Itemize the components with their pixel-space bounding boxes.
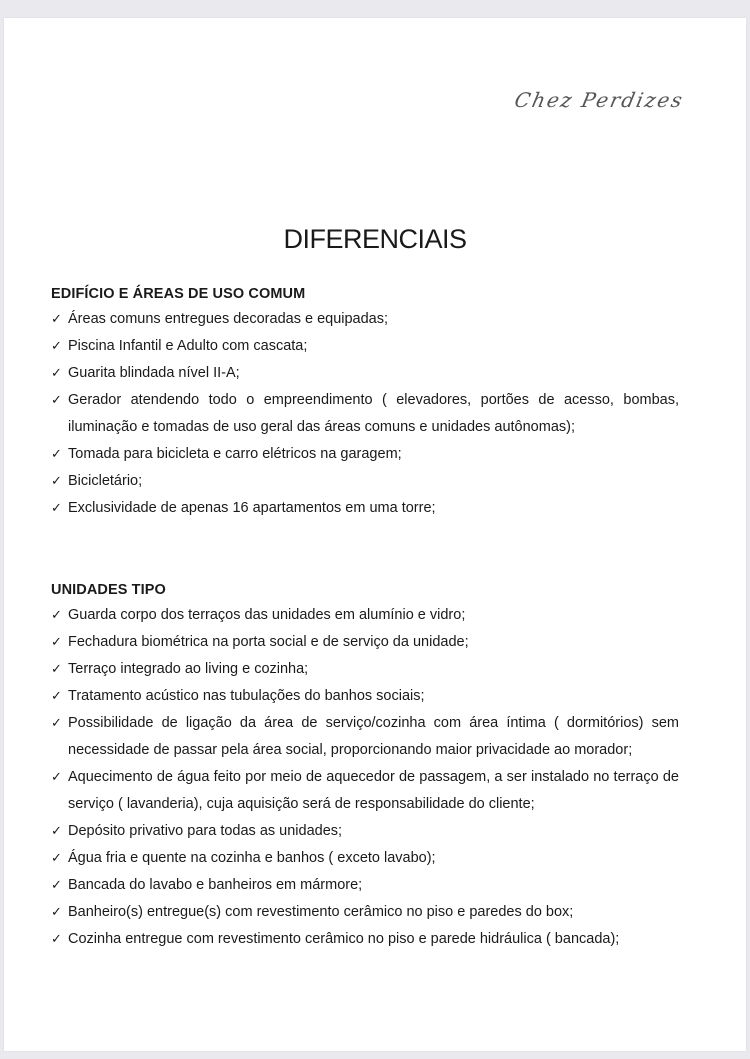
feature-list bbox=[51, 306, 679, 522]
list-item-text: Guarita blindada nível II-A; bbox=[68, 365, 240, 381]
check-icon: ✓ bbox=[51, 393, 62, 408]
feature-list bbox=[51, 602, 679, 953]
list-item bbox=[51, 818, 679, 845]
check-icon: ✓ bbox=[51, 339, 62, 354]
list-item bbox=[51, 629, 679, 656]
list-item-text: Áreas comuns entregues decoradas e equipadas; bbox=[68, 311, 389, 327]
check-icon: ✓ bbox=[51, 770, 62, 785]
list-item bbox=[51, 899, 679, 926]
list-item-text: Bicicletário; bbox=[68, 473, 143, 489]
check-icon: ✓ bbox=[51, 851, 62, 866]
check-icon: ✓ bbox=[51, 447, 62, 462]
check-icon: ✓ bbox=[51, 824, 62, 839]
check-icon: ✓ bbox=[51, 366, 62, 381]
list-item bbox=[51, 845, 679, 872]
check-icon: ✓ bbox=[51, 878, 62, 893]
list-item-text: Bancada do lavabo e banheiros em mármore; bbox=[68, 877, 363, 893]
list-item bbox=[51, 333, 679, 360]
section-heading: UNIDADES TIPO bbox=[51, 582, 166, 598]
list-item-text: Tomada para bicicleta e carro elétricos na garagem; bbox=[68, 446, 402, 462]
list-item bbox=[51, 872, 679, 899]
check-icon: ✓ bbox=[51, 635, 62, 650]
check-icon: ✓ bbox=[51, 716, 62, 731]
list-item-text: Banheiro(s) entregue(s) com revestimento cerâmico no piso e paredes do box; bbox=[68, 904, 574, 920]
list-item-text: Água fria e quente na cozinha e banhos ( exceto lavabo); bbox=[68, 850, 436, 866]
check-icon: ✓ bbox=[51, 689, 62, 704]
list-item-text: Cozinha entregue com revestimento cerâmico no piso e parede hidráulica ( bancada); bbox=[68, 931, 620, 947]
check-icon: ✓ bbox=[51, 932, 62, 947]
list-item-text: Gerador atendendo todo o empreendimento ( elevadores, portões de acesso, bombas, iluminação e tomadas de uso geral das áreas comuns e unidades autônomas); bbox=[68, 392, 679, 435]
list-item bbox=[51, 764, 679, 818]
list-item-text: Terraço integrado ao living e cozinha; bbox=[68, 661, 309, 677]
list-item bbox=[51, 602, 679, 629]
list-item bbox=[51, 306, 679, 333]
check-icon: ✓ bbox=[51, 501, 62, 516]
document-page bbox=[4, 18, 746, 1051]
check-icon: ✓ bbox=[51, 905, 62, 920]
list-item-text: Tratamento acústico nas tubulações do banhos sociais; bbox=[68, 688, 425, 704]
list-item-text: Fechadura biométrica na porta social e de serviço da unidade; bbox=[68, 634, 469, 650]
page-title: DIFERENCIAIS bbox=[283, 224, 467, 254]
check-icon: ✓ bbox=[51, 474, 62, 489]
list-item-text: Depósito privativo para todas as unidades; bbox=[68, 823, 343, 839]
brand-logo: Chez Perdizes bbox=[512, 88, 687, 112]
list-item bbox=[51, 710, 679, 764]
list-item-text: Piscina Infantil e Adulto com cascata; bbox=[68, 338, 308, 354]
list-item-text: Exclusividade de apenas 16 apartamentos em uma torre; bbox=[68, 500, 436, 516]
list-item bbox=[51, 468, 679, 495]
list-item-text: Aquecimento de água feito por meio de aquecedor de passagem, a ser instalado no terraço de serviço ( lavanderia), cuja aquisição será de responsabilidade do cliente; bbox=[68, 769, 679, 812]
section-common-areas bbox=[51, 284, 679, 522]
list-item bbox=[51, 387, 679, 441]
list-item bbox=[51, 926, 679, 953]
check-icon: ✓ bbox=[51, 662, 62, 677]
list-item-text: Guarda corpo dos terraços das unidades em alumínio e vidro; bbox=[68, 607, 466, 623]
section-unit-types bbox=[51, 580, 679, 953]
list-item bbox=[51, 441, 679, 468]
check-icon: ✓ bbox=[51, 312, 62, 327]
list-item bbox=[51, 360, 679, 387]
section-heading: EDIFÍCIO E ÁREAS DE USO COMUM bbox=[51, 286, 306, 302]
check-icon: ✓ bbox=[51, 608, 62, 623]
list-item bbox=[51, 495, 679, 522]
list-item bbox=[51, 656, 679, 683]
list-item bbox=[51, 683, 679, 710]
list-item-text: Possibilidade de ligação da área de serviço/cozinha com área íntima ( dormitórios) sem necessidade de passar pela área social, proporcionando maior privacidade ao morador; bbox=[68, 715, 679, 758]
